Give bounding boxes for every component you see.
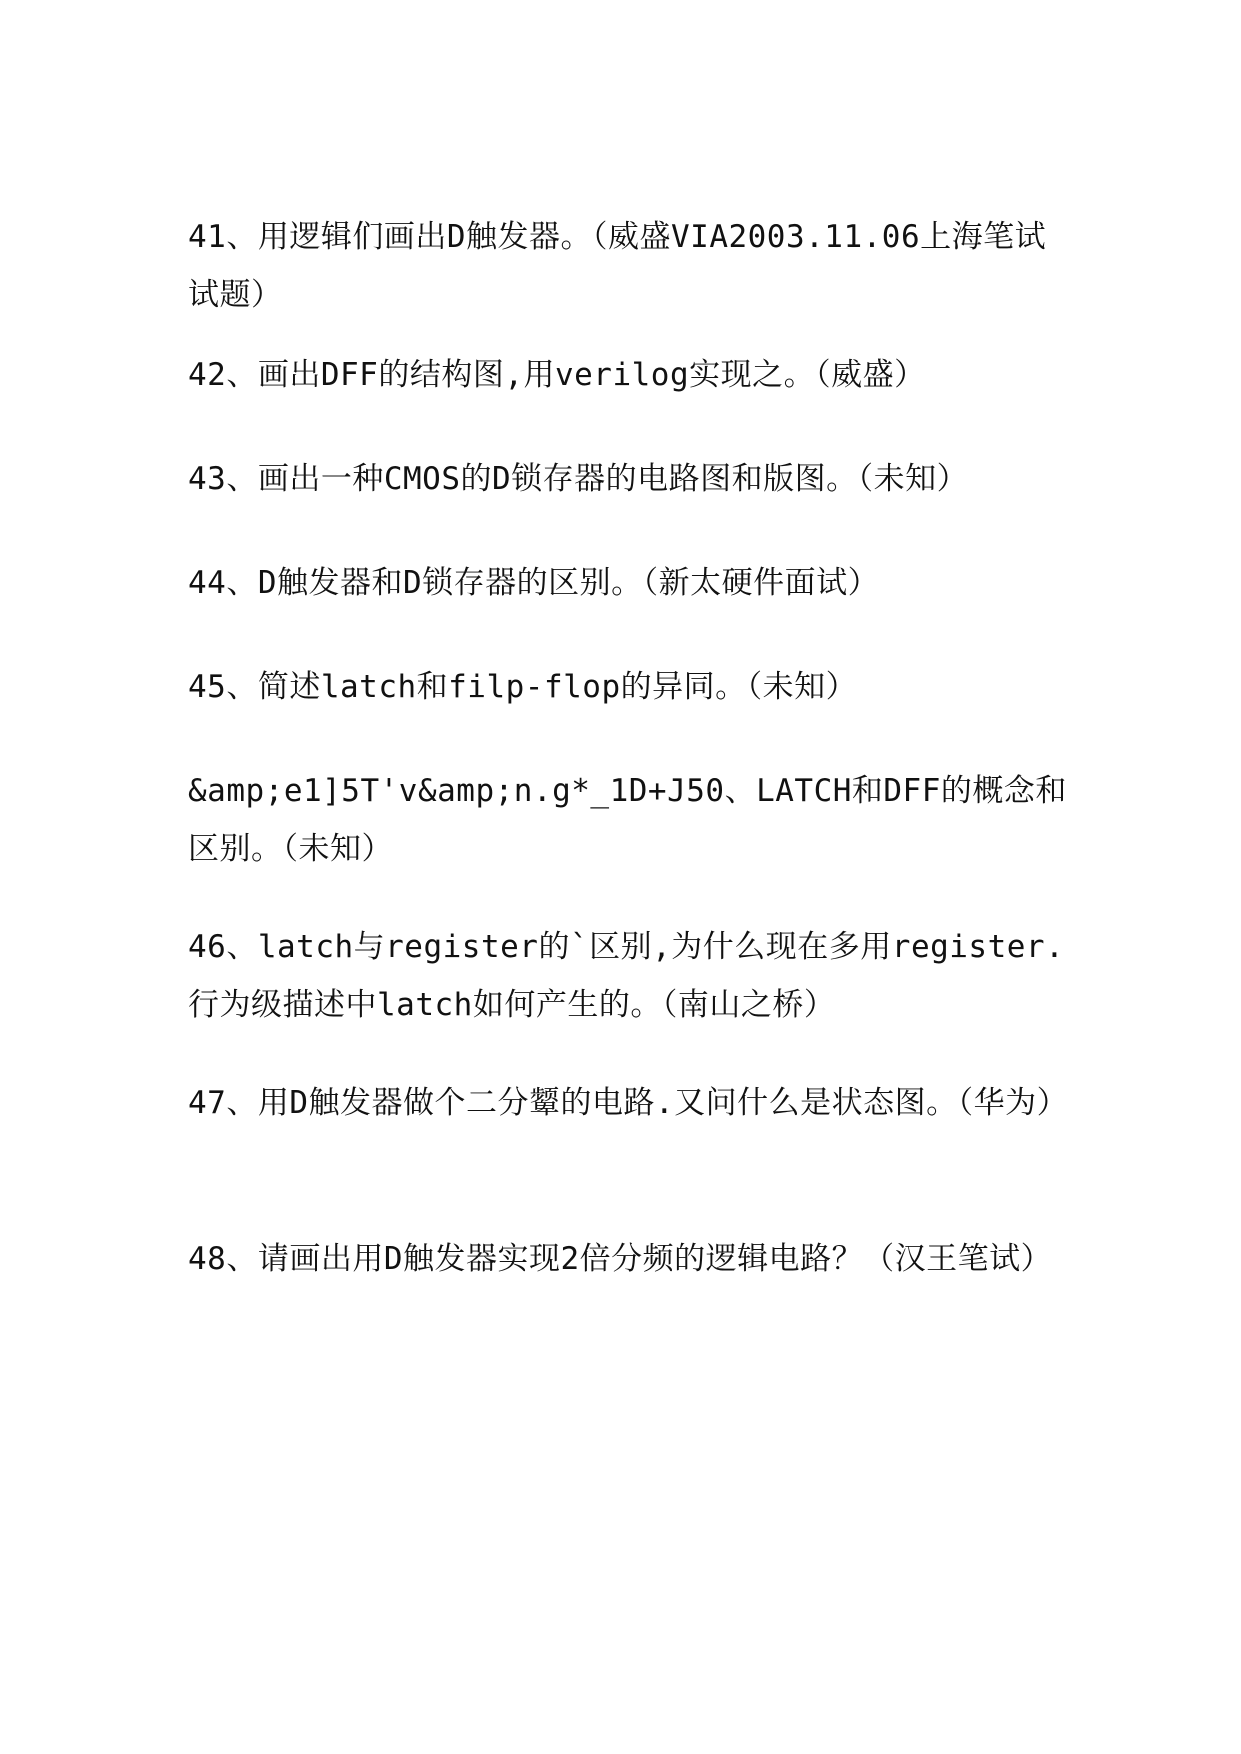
paragraph-44: 44、D触发器和D锁存器的区别。（新太硬件面试）	[188, 565, 880, 601]
paragraph-50: &amp;e1]5T'v&amp;n.g*_1D+J50、LATCH和DFF的概念和区别。（未知）	[188, 773, 1067, 867]
paragraph-46: 46、latch与register的`区别,为什么现在多用register.行为级描述中latch如何产生的。（南山之桥）	[188, 929, 1065, 1023]
paragraph-41: 41、用逻辑们画出D触发器。（威盛VIA2003.11.06上海笔试试题）	[188, 219, 1047, 313]
paragraph-43: 43、画出一种CMOS的D锁存器的电路图和版图。（未知）	[188, 461, 969, 497]
paragraph-48: 48、请画出用D触发器实现2倍分频的逻辑电路？（汉王笔试）	[188, 1241, 1053, 1277]
paragraph-45: 45、简述latch和filp-flop的异同。（未知）	[188, 669, 858, 705]
paragraph-42: 42、画出DFF的结构图,用verilog实现之。（威盛）	[188, 357, 926, 393]
paragraph-47: 47、用D触发器做个二分颦的电路.又问什么是状态图。（华为）	[188, 1085, 1069, 1121]
